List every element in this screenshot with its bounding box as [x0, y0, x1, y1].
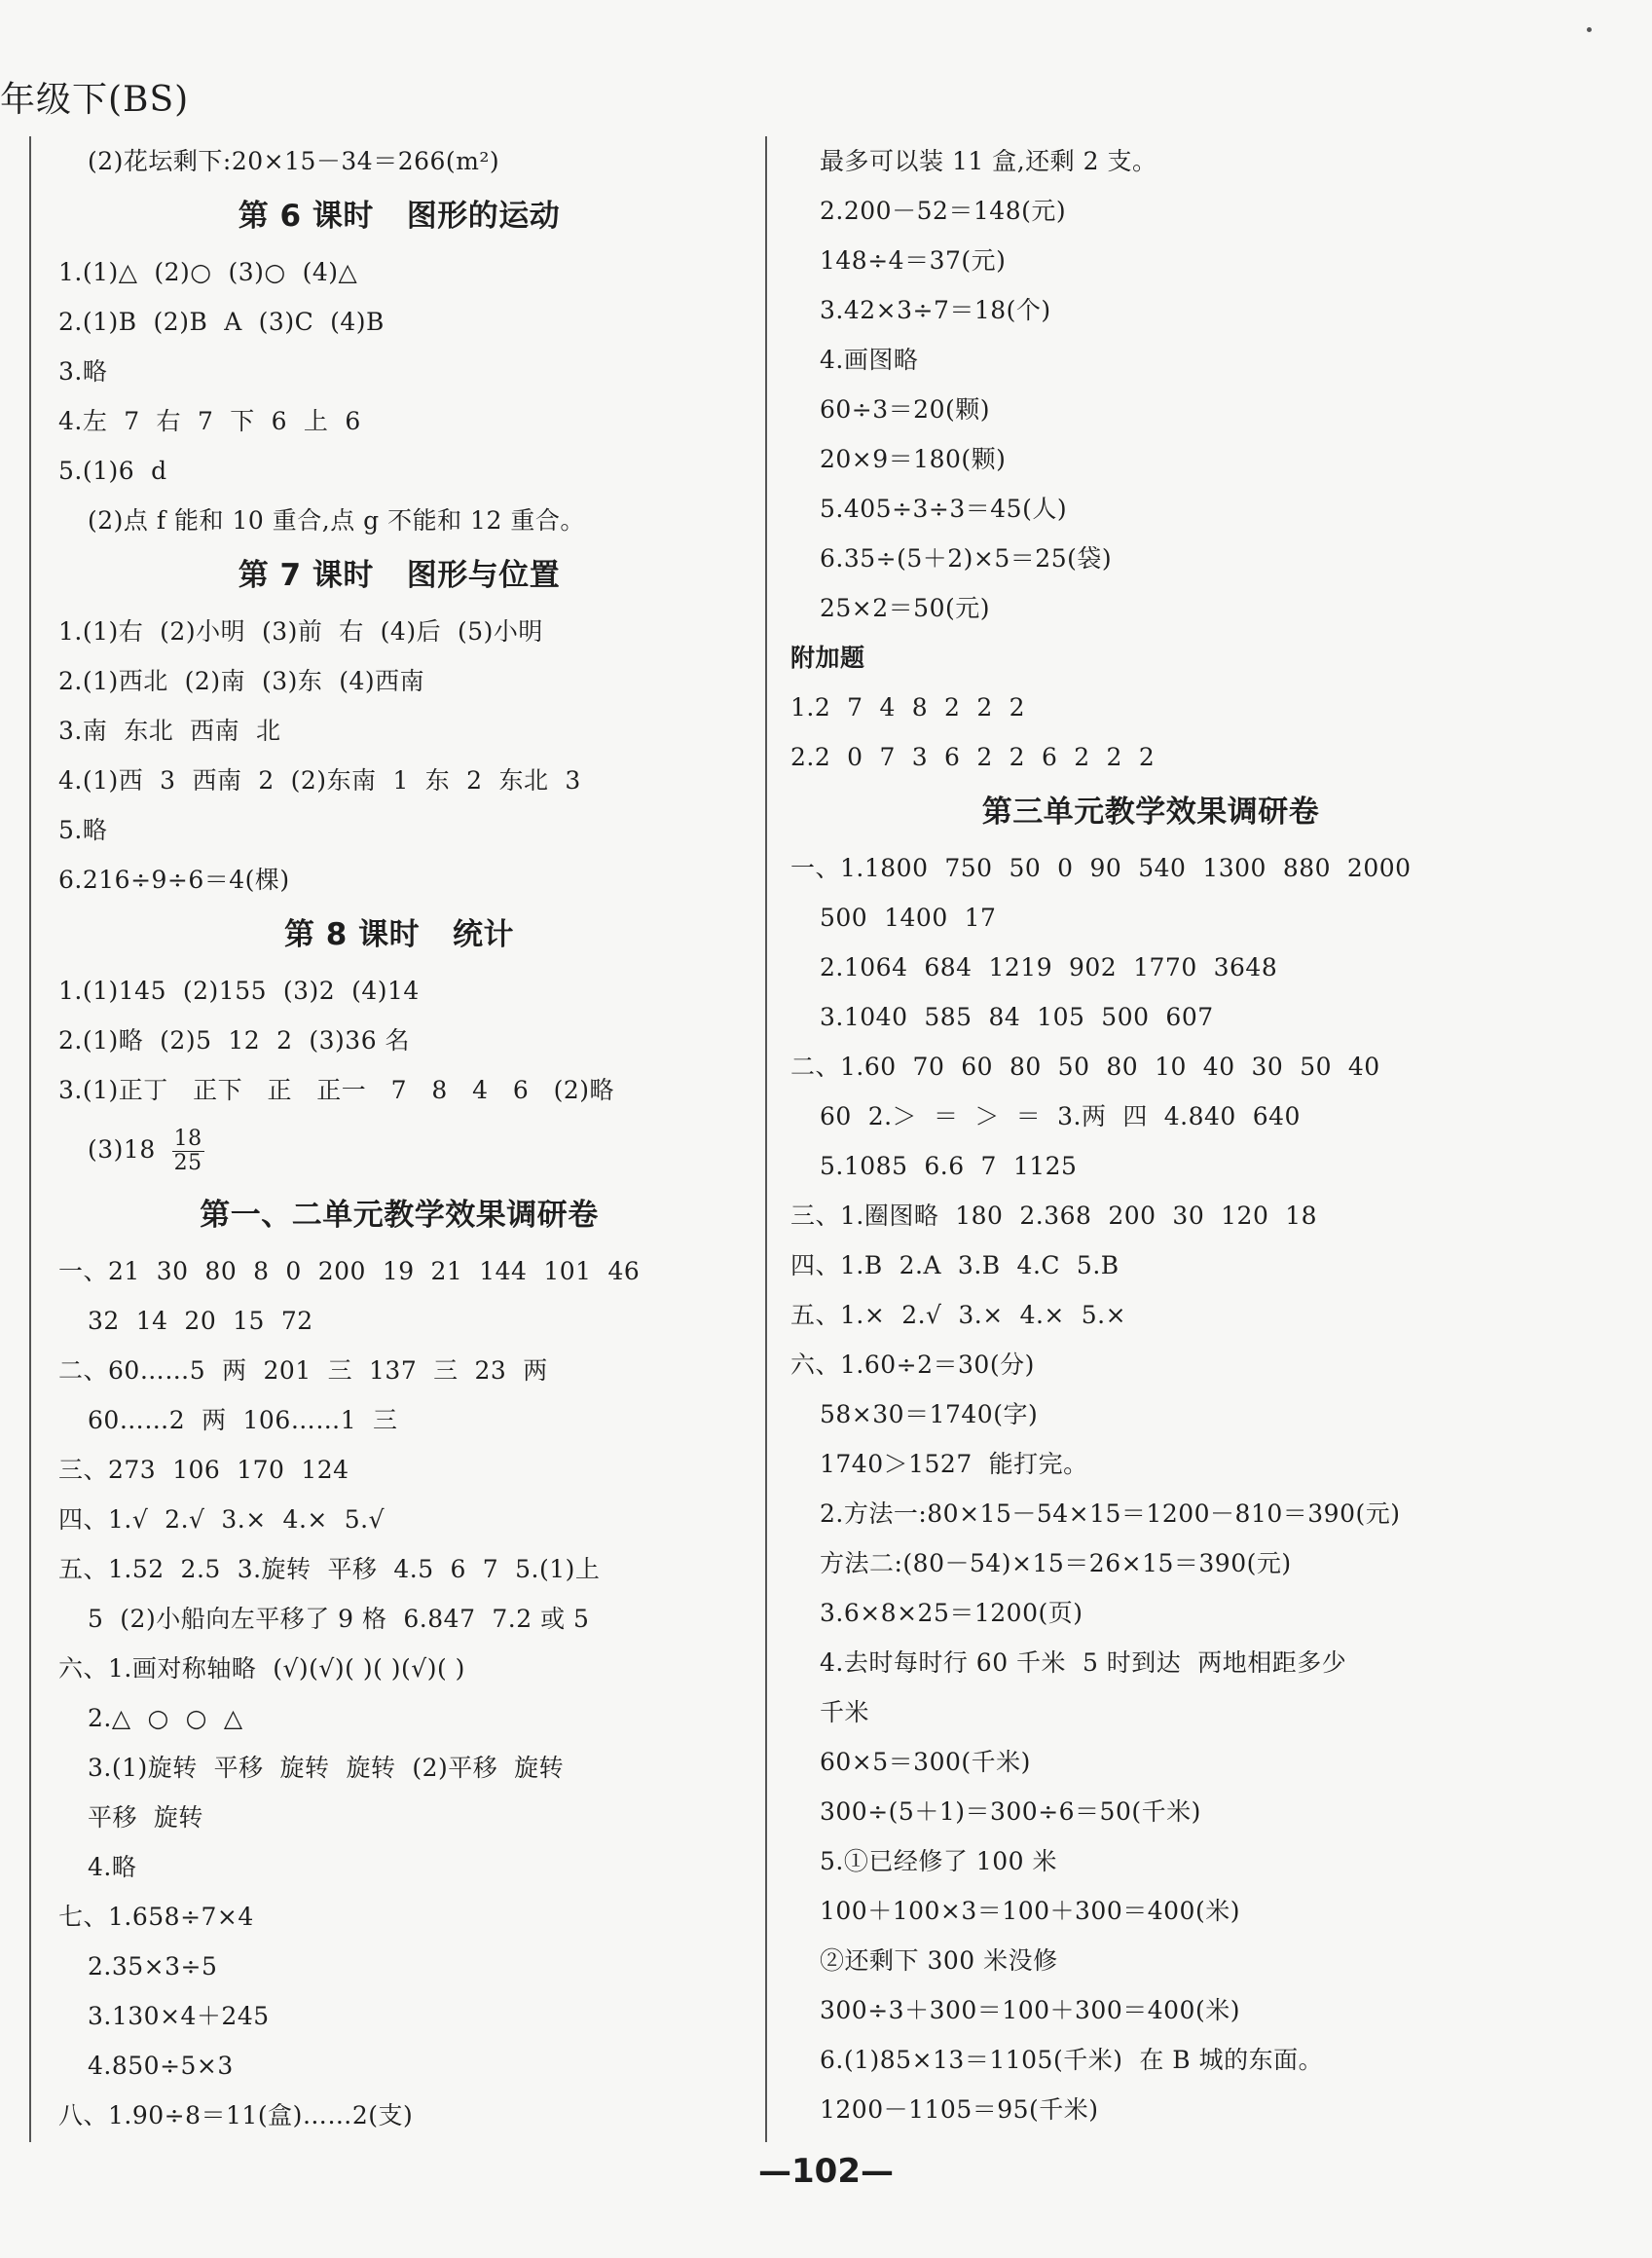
answer-line: 4.去时每时行 60 千米 5 时到达 两地相距多少 [820, 1648, 1347, 1677]
answer-line: 八、1.90÷8＝11(盒)……2(支) [58, 2101, 414, 2129]
answer-line: 2.1064 684 1219 902 1770 3648 [820, 953, 1278, 981]
answer-line [58, 1115, 740, 1185]
answer-line: 1.2 7 4 8 2 2 2 [790, 693, 1026, 722]
answer-line: 6.35÷(5＋2)×5＝25(袋) [820, 544, 1113, 573]
answer-line: 五、1.× 2.√ 3.× 4.× 5.× [790, 1301, 1127, 1329]
answer-line: 2.(1)西北 (2)南 (3)东 (4)西南 [58, 667, 425, 695]
left-column [58, 136, 740, 2140]
answer-line: 2.200－52＝148(元) [820, 197, 1067, 225]
answer-line: 3.130×4＋245 [88, 2002, 270, 2030]
answer-line: 6.(1)85×13＝1105(千米) 在 B 城的东面。 [820, 2046, 1324, 2074]
answer-line: 3.(1)旋转 平移 旋转 旋转 (2)平移 旋转 [88, 1754, 565, 1782]
answer-line: 六、1.60÷2＝30(分) [790, 1351, 1035, 1379]
answer-line: 5 (2)小船向左平移了 9 格 6.847 7.2 或 5 [88, 1605, 590, 1633]
answer-line: 1740＞1527 能打完。 [820, 1450, 1088, 1478]
answer-line: 148÷4＝37(元) [820, 246, 1007, 275]
answer-line: 1.(1)145 (2)155 (3)2 (4)14 [58, 977, 420, 1005]
answer-line: 3.42×3÷7＝18(个) [820, 296, 1051, 324]
answer-line: 2.2 0 7 3 6 2 2 6 2 2 2 [790, 743, 1156, 771]
answer-line: 4.(1)西 3 西南 2 (2)东南 1 东 2 东北 3 [58, 766, 581, 795]
column-divider [765, 136, 767, 2142]
answer-line: 20×9＝180(颗) [820, 445, 1007, 473]
answer-line: 4.略 [88, 1853, 137, 1881]
answer-line: 60……2 两 106……1 三 [88, 1406, 398, 1434]
answer-line: 三、1.圈图略 180 2.368 200 30 120 18 [790, 1202, 1318, 1230]
answer-line: 2.(1)略 (2)5 12 2 (3)36 名 [58, 1026, 411, 1055]
answer-line: 3.(1)正丁 正下 正 正一 7 8 4 6 (2)略 [58, 1076, 615, 1104]
answer-line: 2.方法一:80×15－54×15＝1200－810＝390(元) [820, 1499, 1401, 1528]
answer-line: 300÷(5＋1)＝300÷6＝50(千米) [820, 1797, 1201, 1826]
answer-line: 五、1.52 2.5 3.旋转 平移 4.5 6 7 5.(1)上 [58, 1555, 601, 1583]
answer-line: (2)点 f 能和 10 重合,点 g 不能和 12 重合。 [88, 506, 585, 535]
answer-line: 5.1085 6.6 7 1125 [820, 1152, 1078, 1180]
answer-line: 六、1.画对称轴略 (√)(√)( )( )(√)( ) [58, 1654, 465, 1683]
answer-line: 1200－1105＝95(千米) [820, 2095, 1099, 2124]
answer-line: 60×5＝300(千米) [820, 1748, 1031, 1776]
answer-line: 300÷3＋300＝100＋300＝400(米) [820, 1996, 1240, 2024]
answer-line: 4.画图略 [820, 346, 919, 374]
answer-line: 5.略 [58, 816, 108, 844]
answer-line: 6.216÷9÷6＝4(棵) [58, 866, 290, 894]
answer-line: 3.略 [58, 357, 108, 386]
answer-line: 最多可以装 11 盒,还剩 2 支。 [820, 147, 1157, 175]
answer-line: 1.(1)右 (2)小明 (3)前 右 (4)后 (5)小明 [58, 617, 543, 646]
fraction-numerator: 18 [173, 1127, 202, 1151]
answer-line: 5.405÷3÷3＝45(人) [820, 495, 1068, 523]
answer-line: 58×30＝1740(字) [820, 1400, 1039, 1428]
answer-line: 一、21 30 80 8 0 200 19 21 144 101 46 [58, 1257, 641, 1285]
answer-line: 平移 旋转 [88, 1803, 203, 1832]
subsection-heading: 附加题 [790, 644, 865, 672]
fraction-denominator: 25 [173, 1151, 202, 1175]
answer-line: 七、1.658÷7×4 [58, 1903, 254, 1931]
answer-line: 60 2.＞ ＝ ＞ ＝ 3.两 四 4.840 640 [820, 1102, 1301, 1130]
answer-line: 500 1400 17 [820, 904, 997, 932]
answer-line: (2)花坛剩下:20×15－34＝266(m²) [88, 147, 500, 175]
section-heading: 第一、二单元教学效果调研卷 [200, 1198, 599, 1233]
answer-line: 2.△ ○ ○ △ [88, 1704, 243, 1732]
answer-text: (3)18 [88, 1135, 172, 1164]
right-column [790, 136, 1511, 2134]
answer-line: 四、1.B 2.A 3.B 4.C 5.B [790, 1251, 1120, 1279]
answer-line: 千米 [820, 1698, 870, 1726]
answer-line: ②还剩下 300 米没修 [820, 1946, 1058, 1975]
left-margin-rule [29, 136, 31, 2142]
answer-line: 一、1.1800 750 50 0 90 540 1300 880 2000 [790, 854, 1412, 882]
answer-line: 2.(1)B (2)B A (3)C (4)B [58, 308, 385, 336]
answer-line: 60÷3＝20(颗) [820, 395, 990, 424]
answer-line: 4.850÷5×3 [88, 2052, 234, 2080]
scan-speck [1587, 27, 1592, 32]
answer-line: 25×2＝50(元) [820, 594, 990, 622]
answer-line: 5.①已经修了 100 米 [820, 1847, 1057, 1875]
answer-line: 四、1.√ 2.√ 3.× 4.× 5.√ [58, 1505, 385, 1534]
section-heading: 第 7 课时 图形与位置 [238, 558, 561, 593]
answer-line: 1.(1)△ (2)○ (3)○ (4)△ [58, 258, 358, 286]
answer-line: 方法二:(80－54)×15＝26×15＝390(元) [820, 1549, 1292, 1577]
answer-line: 二、60……5 两 201 三 137 三 23 两 [58, 1356, 548, 1385]
page-header: 年级下(BS) [0, 80, 190, 120]
answer-line: 32 14 20 15 72 [88, 1307, 313, 1335]
answer-line: 三、273 106 170 124 [58, 1456, 349, 1484]
fraction [172, 1128, 204, 1175]
answer-line: 3.1040 585 84 105 500 607 [820, 1003, 1214, 1031]
answer-line: 4.左 7 右 7 下 6 上 6 [58, 407, 361, 435]
section-heading: 第 8 课时 统计 [283, 917, 515, 952]
section-heading: 第三单元教学效果调研卷 [981, 795, 1320, 830]
answer-line: 二、1.60 70 60 80 50 80 10 40 30 50 40 [790, 1053, 1380, 1081]
answer-line: 3.6×8×25＝1200(页) [820, 1599, 1083, 1627]
section-heading: 第 6 课时 图形的运动 [238, 199, 561, 234]
answer-line: 5.(1)6 d [58, 457, 167, 485]
answer-line: 100＋100×3＝100＋300＝400(米) [820, 1897, 1240, 1925]
page-number: —102— [758, 2152, 894, 2191]
answer-line: 2.35×3÷5 [88, 1952, 218, 1980]
answer-line: 3.南 东北 西南 北 [58, 717, 281, 745]
